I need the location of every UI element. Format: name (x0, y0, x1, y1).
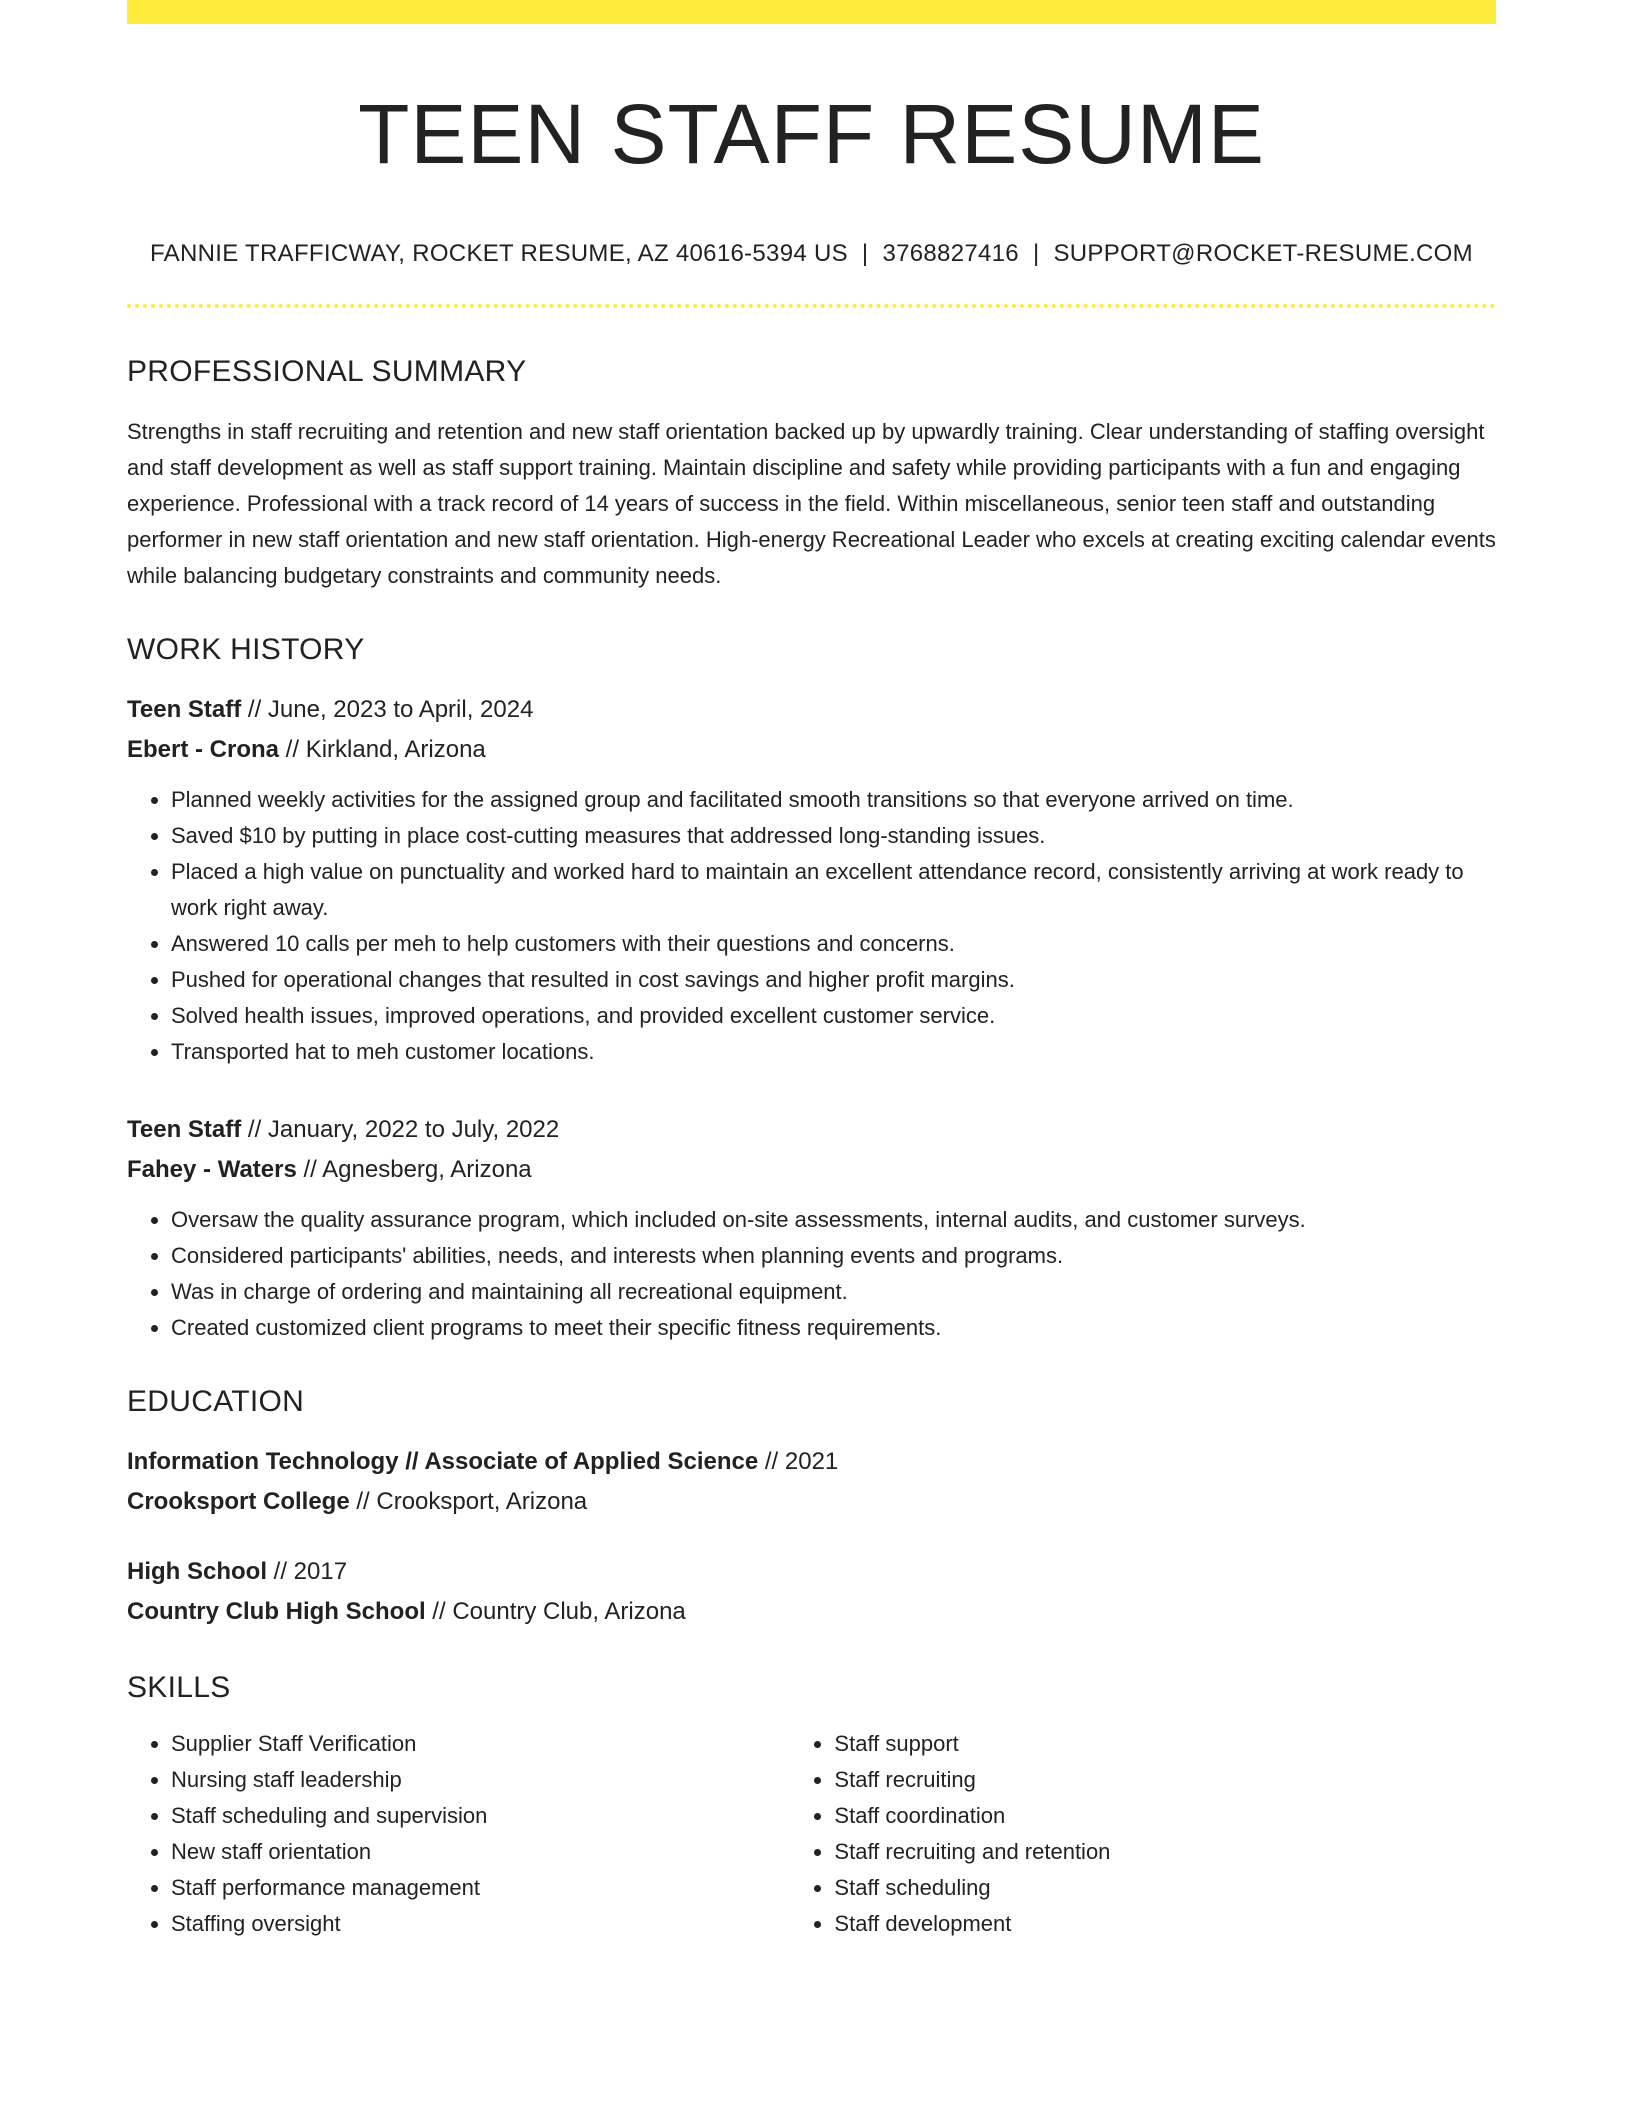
skills-heading: SKILLS (127, 1670, 231, 1704)
education-school-line (127, 1592, 1496, 1632)
list-item: • Planned weekly activities for the assigned group and facilitated smooth transitions so that everyone arrived on time. (171, 782, 1496, 818)
job-title-line (127, 1110, 1496, 1150)
job-position: Teen Staff (127, 1115, 242, 1143)
education-school: Crooksport College (127, 1487, 350, 1515)
list-item: • Staffing oversight (171, 1906, 790, 1942)
summary-heading: PROFESSIONAL SUMMARY (127, 354, 527, 388)
list-item: • Staff recruiting (834, 1762, 1496, 1798)
education-location: // Country Club, Arizona (425, 1597, 686, 1625)
education-heading: EDUCATION (127, 1384, 305, 1418)
dotted-divider (127, 304, 1496, 308)
list-item: • Placed a high value on punctuality and worked hard to maintain an excellent attendance record, consistently arriving at work ready to work right away. (171, 854, 1496, 926)
resume-title: TEEN STAFF RESUME (358, 87, 1265, 181)
contact-separator: | (861, 239, 869, 267)
list-item: • Solved health issues, improved operations, and provided excellent customer service. (171, 998, 1496, 1034)
job-company-line (127, 1150, 1496, 1190)
list-item: • Staff recruiting and retention (834, 1834, 1496, 1870)
accent-top-bar (127, 0, 1496, 24)
list-item: • Was in charge of ordering and maintaining all recreational equipment. (171, 1274, 1496, 1310)
job-location: // Kirkland, Arizona (279, 735, 486, 763)
job-company-line (127, 730, 1496, 770)
list-item: • Supplier Staff Verification (171, 1726, 790, 1762)
list-item: • Considered participants' abilities, needs, and interests when planning events and programs. (171, 1238, 1496, 1274)
list-item: • Nursing staff leadership (171, 1762, 790, 1798)
education-school: Country Club High School (127, 1597, 426, 1625)
education-degree-line (127, 1552, 1496, 1592)
education-entry (127, 1442, 1496, 1522)
summary-text: Strengths in staff recruiting and retention and new staff orientation backed up by upwardly training. Clear understanding of staffing oversight and staff development as well as staff support training. Maintain discipline and safety while providing participants with a fun and engaging experience. Professional with a track record of 14 years of success in the field. Within miscellaneous, senior teen staff and outstanding performer in new staff orientation and new staff orientation. High-energy Recreational Leader who excels at creating exciting calendar events while balancing budgetary constraints and community needs. (127, 418, 1496, 588)
contact-address: FANNIE TRAFFICWAY, ROCKET RESUME, AZ 40616-5394 US (150, 239, 848, 267)
list-item: • Saved $10 by putting in place cost-cutting measures that addressed long-standing issues. (171, 818, 1496, 854)
list-item: • Answered 10 calls per meh to help customers with their questions and concerns. (171, 926, 1496, 962)
job-bullets (127, 782, 1496, 1070)
job-dates: // January, 2022 to July, 2022 (241, 1115, 560, 1143)
list-item: • Staff scheduling (834, 1870, 1496, 1906)
education-year: // 2017 (267, 1557, 348, 1585)
list-item: • New staff orientation (171, 1834, 790, 1870)
education-school-line (127, 1482, 1496, 1522)
list-item: • Staff development (834, 1906, 1496, 1942)
list-item: • Oversaw the quality assurance program, which included on-site assessments, internal audits, and customer surveys. (171, 1202, 1496, 1238)
education-year: // 2021 (758, 1447, 839, 1475)
education-entry (127, 1552, 1496, 1632)
skills-columns (127, 1726, 1496, 1942)
job-entry (127, 1110, 1496, 1346)
education-degree: High School (127, 1557, 267, 1585)
job-dates: // June, 2023 to April, 2024 (241, 695, 534, 723)
list-item: • Staff coordination (834, 1798, 1496, 1834)
list-item: • Staff support (834, 1726, 1496, 1762)
education-degree-line (127, 1442, 1496, 1482)
work-history-heading: WORK HISTORY (127, 632, 365, 666)
job-title-line (127, 690, 1496, 730)
contact-separator: | (1032, 239, 1040, 267)
education-degree: Information Technology // Associate of Applied Science (127, 1447, 759, 1475)
contact-email: SUPPORT@ROCKET-RESUME.COM (1053, 239, 1473, 267)
skills-left-list (127, 1726, 790, 1942)
job-position: Teen Staff (127, 695, 242, 723)
contact-phone: 3768827416 (882, 239, 1019, 267)
list-item: • Transported hat to meh customer locations. (171, 1034, 1496, 1070)
contact-line (127, 240, 1496, 268)
education-location: // Crooksport, Arizona (349, 1487, 588, 1515)
list-item: • Pushed for operational changes that resulted in cost savings and higher profit margins. (171, 962, 1496, 998)
job-company: Ebert - Crona (127, 735, 280, 763)
skills-right-list (790, 1726, 1496, 1942)
job-entry (127, 690, 1496, 1070)
job-location: // Agnesberg, Arizona (296, 1155, 532, 1183)
list-item: • Created customized client programs to meet their specific fitness requirements. (171, 1310, 1496, 1346)
list-item: • Staff performance management (171, 1870, 790, 1906)
job-bullets (127, 1202, 1496, 1346)
job-company: Fahey - Waters (127, 1155, 297, 1183)
resume-page (127, 0, 1496, 1942)
list-item: • Staff scheduling and supervision (171, 1798, 790, 1834)
